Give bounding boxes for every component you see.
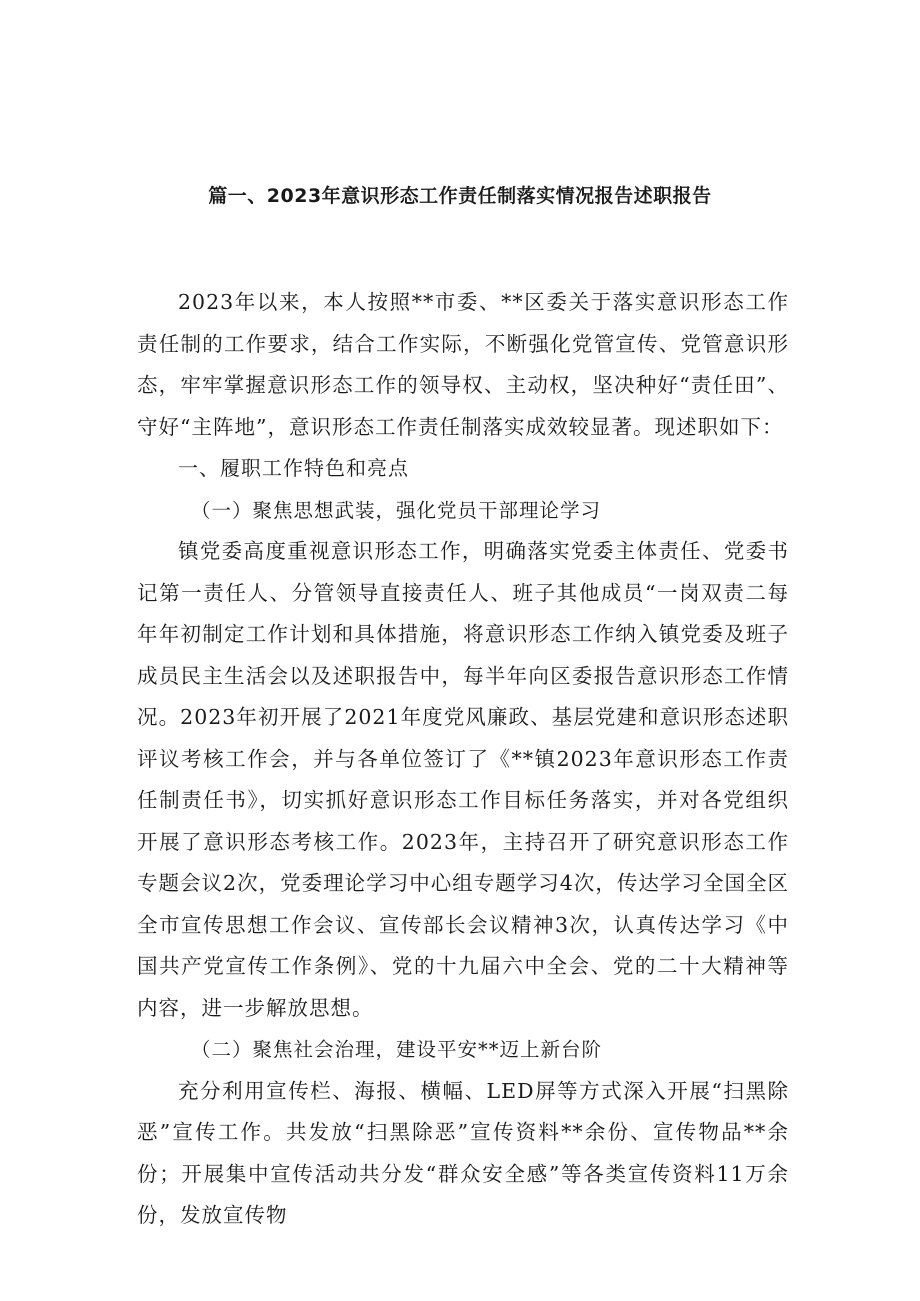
subsection-heading-2: （二）聚焦社会治理，建设平安**迈上新台阶 [191,1038,603,1061]
subsection-1-paragraph: 镇党委高度重视意识形态工作，明确落实党委主体责任、党委书记第一责任人、分管领导直接责任人、班子其他成员“一岗双责二每年年初制定工作计划和具体措施，将意识形态工作纳入镇党委及班子成员民主生活会以及述职报告中，每半年向区委报告意识形态工作情况。2023年初开展了2021年度党风廉政、基层党建和意识形态述职评议考核工作会，并与各单位签订了《**镇2023年意识形态工作责任制责任书》，切实抓好意识形态工作目标任务落实，并对各党组织开展了意识形态考核工作。2023年，主持召开了研究意识形态工作专题会议2次，党委理论学习中心组专题学习4次，传达学习全国全区全市宣传思想工作会议、宣传部长会议精神3次，认真传达学习《中国共产党宣传工作条例》、党的十九届六中全会、党的二十大精神等内容，进一步解放思想。 [137,539,789,1020]
subsection-heading-1: （一）聚焦思想武装，强化党员干部理论学习 [191,498,602,522]
intro-paragraph: 2023年以来，本人按照**市委、**区委关于落实意识形态工作责任制的工作要求，结合工作实际，不断强化党管宣传、党管意识形态，牢牢掌握意识形态工作的领导权、主动权，坚决种好“责任田”、守好“主阵地”，意识形态工作责任制落实成效较显著。现述职如下： [137,290,789,439]
document-title: 篇一、2023年意识形态工作责任制落实情况报告述职报告 [208,185,712,207]
section-heading-1: 一、履职工作特色和亮点 [178,456,409,480]
subsection-2-paragraph: 充分利用宣传栏、海报、横幅、LED屏等方式深入开展“扫黑除恶”宣传工作。共发放“扫黑除恶”宣传资料**余份、宣传物品**余份；开展集中宣传活动共分发“群众安全感”等各类宣传资料11万余份，发放宣传物 [137,1078,789,1227]
document-body [137,282,789,1237]
